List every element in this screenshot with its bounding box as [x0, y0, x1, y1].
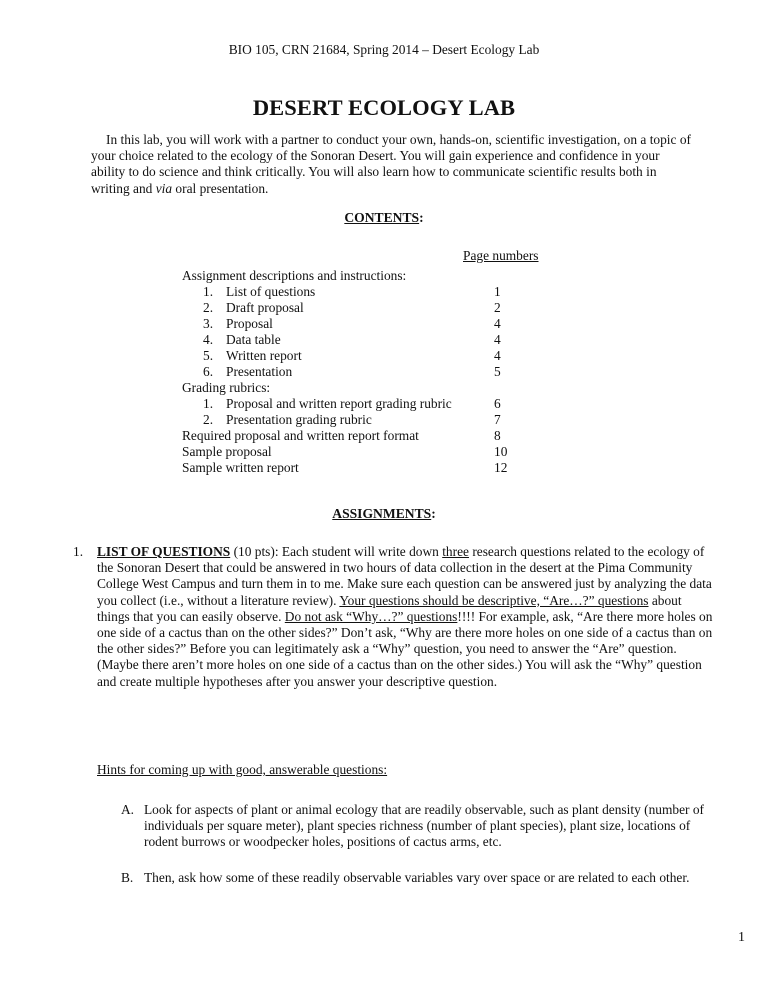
document-title: DESERT ECOLOGY LAB — [252, 95, 516, 120]
assignments-heading: ASSIGNMENTS: — [332, 506, 436, 521]
intro-text-1: In this lab, you will work with a partner to conduct your own, hands-on, scientific investigation, on a topic of your choice related to the ecology of the Sonoran Desert. You will gain experience and confidence in your ability to do science and think critically. You will also learn how to communicate scientific results both in writing and — [91, 132, 691, 196]
hints-heading: Hints for coming up with good, answerable questions: — [97, 762, 388, 777]
assignment-title: LIST OF QUESTIONS — [97, 544, 231, 559]
assignment-number: 1. — [73, 544, 84, 559]
hint-text: Look for aspects of plant or animal ecology that are readily observable, such as plant density (number of individuals per square meter), plant species richness (number of plant species), plant size, locations of rodent burrows or woodpecker holes, positions of cactus arms, etc. — [144, 802, 704, 850]
intro-paragraph — [91, 132, 691, 197]
running-header: BIO 105, CRN 21684, Spring 2014 – Desert Ecology Lab — [228, 42, 540, 57]
intro-italic: via — [155, 180, 173, 196]
toc-page-numbers-header: Page numbers — [463, 248, 539, 263]
contents-heading: CONTENTS: — [344, 210, 424, 225]
hint-letter: A. — [121, 802, 135, 817]
hint-letter: B. — [121, 870, 134, 885]
intro-text-2: oral presentation. — [172, 180, 269, 196]
hint-text: Then, ask how some of these readily observable variables vary over space or are related to each other. — [144, 870, 690, 885]
assignment-body: LIST OF QUESTIONS (10 pts): Each student will write down three research questions related to the ecology of the Sonoran Desert that could be answered in two hours of data collection in the desert at the Pima Community College West Campus and turn them in to me. Make sure each question can be answered just by analyzing the data you collect (i.e., without a literature review). Your questions should be descriptive, “Are…?” questions about things that you can easily observe. Do not ask “Why…?” questions!!!! For example, ask, “Are there more holes on one side of a cactus than on the other sides?” Don’t ask, “Why are there more holes on one side of a cactus than on the other sides?” Before you can legitimately ask a “Why” question, you need to answer the “Are” question. (Maybe there aren’t more holes on one side of a cactus than on the other sides.) You will ask the “Why” question and create multiple hypotheses after you answer your descriptive question. — [97, 544, 713, 689]
page-number: 1 — [738, 930, 745, 945]
